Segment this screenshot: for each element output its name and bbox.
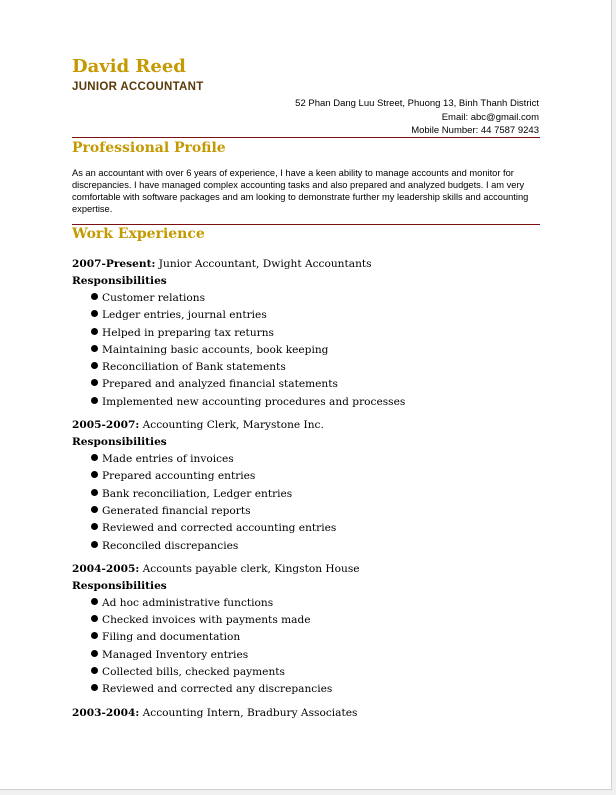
address: 52 Phan Dang Luu Street, Phuong 13, Binh Thanh District [295, 98, 539, 109]
job-heading [72, 256, 542, 273]
list-item [91, 681, 542, 698]
list-item [91, 290, 542, 307]
duty-text: Prepared accounting entries [102, 470, 256, 483]
bullet-icon [91, 454, 98, 461]
bullet-icon [91, 397, 98, 404]
header-divider [72, 137, 540, 138]
duty-text: Ledger entries, journal entries [102, 309, 267, 322]
candidate-title: JUNIOR ACCOUNTANT [72, 81, 204, 93]
list-item [91, 664, 542, 681]
bullet-icon [91, 310, 98, 317]
bullet-icon [91, 293, 98, 300]
mobile-number: Mobile Number: 44 7587 9243 [411, 125, 539, 136]
responsibilities-label: Responsibilities [72, 579, 167, 592]
job-period: 2007-Present: [72, 258, 156, 270]
duty-text: Filing and documentation [102, 631, 241, 644]
bullet-icon [91, 362, 98, 369]
bullet-icon [91, 632, 98, 639]
duty-text: Reviewed and corrected accounting entries [102, 522, 337, 535]
list-item [91, 307, 542, 324]
experience-list [72, 256, 542, 728]
email: Email: abc@gmail.com [441, 111, 539, 123]
duty-text: Helped in preparing tax returns [102, 326, 274, 339]
job-period: 2004-2005: [72, 562, 140, 575]
list-item [91, 612, 542, 629]
bullet-icon [91, 684, 98, 691]
bullet-icon [91, 471, 98, 478]
responsibilities-label: Responsibilities [72, 275, 167, 287]
candidate-name: David Reed [72, 56, 186, 77]
job-entry [72, 561, 542, 699]
duty-text: Reviewed and corrected any discrepancies [102, 683, 333, 696]
duty-text: Customer relations [102, 292, 206, 304]
job-period: 2005-2007: [72, 419, 140, 432]
list-item [91, 359, 542, 376]
list-item [91, 451, 542, 468]
duty-text: Reconciled discrepancies [102, 539, 239, 552]
list-item [91, 520, 542, 537]
job-role: Junior Accountant, Dwight Accountants [155, 258, 372, 270]
duty-text: Collected bills, checked payments [102, 666, 285, 679]
list-item [91, 342, 542, 359]
list-item [91, 647, 542, 664]
bullet-icon [91, 328, 98, 335]
duty-text: Reconciliation of Bank statements [102, 361, 286, 374]
job-role: Accounting Intern, Bradbury Associates [139, 706, 358, 719]
duty-text: Checked invoices with payments made [102, 614, 311, 627]
job-entry [72, 256, 542, 411]
profile-text: As an accountant with over 6 years of experience, I have a keen ability to manage accounts and monitor for discrepancies. I have managed complex accounting tasks and also prepared and analyzed budgets. I am very comfortable with software packages and am looking to demonstrate further my leadership skills and accounting expertise. [72, 168, 529, 214]
bullet-icon [91, 523, 98, 530]
job-heading [72, 705, 542, 722]
job-entry [72, 417, 542, 555]
list-item [91, 325, 542, 342]
list-item [91, 538, 542, 555]
bullet-icon [91, 506, 98, 513]
duty-text: Made entries of invoices [102, 453, 234, 466]
bullet-icon [91, 667, 98, 674]
bullet-icon [91, 541, 98, 548]
list-item [91, 595, 542, 612]
profile-heading: Professional Profile [72, 140, 226, 156]
job-entry [72, 705, 542, 722]
bullet-icon [91, 379, 98, 386]
responsibilities-label: Responsibilities [72, 436, 167, 449]
list-item [91, 394, 542, 411]
duties-list [72, 290, 542, 411]
job-role: Accounting Clerk, Marystone Inc. [139, 419, 324, 432]
duty-text: Prepared and analyzed financial statements [102, 378, 338, 391]
duty-text: Managed Inventory entries [102, 648, 249, 661]
contact-block [295, 97, 539, 138]
duty-text: Bank reconciliation, Ledger entries [102, 487, 293, 500]
duty-text: Generated financial reports [102, 504, 251, 517]
list-item [91, 503, 542, 520]
duty-text: Ad hoc administrative functions [102, 596, 274, 609]
list-item [91, 376, 542, 393]
profile-divider [72, 224, 540, 225]
job-role: Accounts payable clerk, Kingston House [139, 562, 360, 575]
bullet-icon [91, 598, 98, 605]
experience-heading: Work Experience [72, 226, 205, 242]
bullet-icon [91, 489, 98, 496]
list-item [91, 468, 542, 485]
duty-text: Maintaining basic accounts, book keeping [102, 343, 329, 356]
duty-text: Implemented new accounting procedures and processes [102, 395, 406, 408]
bullet-icon [91, 345, 98, 352]
duties-list [72, 451, 542, 555]
list-item [91, 486, 542, 503]
job-heading [72, 417, 542, 434]
job-period: 2003-2004: [72, 706, 140, 719]
bullet-icon [91, 650, 98, 657]
bullet-icon [91, 615, 98, 622]
list-item [91, 629, 542, 646]
job-heading [72, 561, 542, 578]
duties-list [72, 595, 542, 699]
